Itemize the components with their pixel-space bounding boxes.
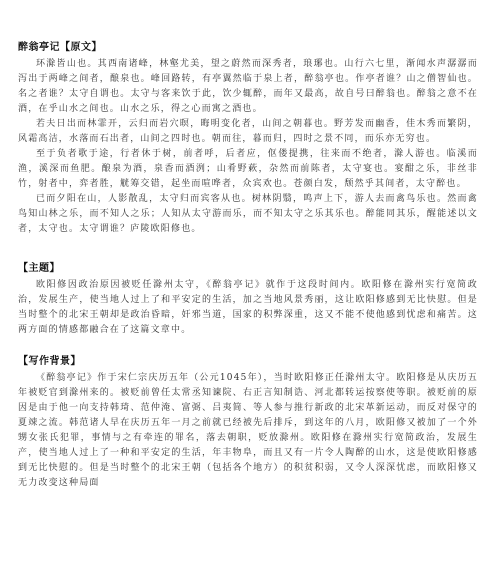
original-text-section xyxy=(18,38,478,237)
theme-section xyxy=(18,259,478,338)
background-section xyxy=(18,352,478,491)
original-paragraph-2: 若夫日出而林霏开，云归而岩穴暝，晦明变化者，山间之朝暮也。野芳发而幽香，佳木秀而繁阴，风霜高洁，水落而石出者，山间之四时也。朝而往，暮而归，四时之景不同，而乐亦无穷也。 xyxy=(18,119,478,144)
original-text-heading: 醉翁亭记【原文】 xyxy=(18,42,102,53)
theme-paragraph: 欧阳修因政治原因被贬任滁州太守，《醉翁亭记》就作于这段时间内。欧阳修在滁州实行宽简政治，发展生产，使当地人过上了和平安定的生活，加之当地风景秀丽，这让欧阳修感到无比快慰。但是当时整个的北宋王朝却是政治昏暗，奸邪当道，国家的积弊深重，这又不能不使他感到忧虑和痛苦。这两方面的情感都融合在了这篇文章中。 xyxy=(18,280,478,335)
background-paragraph: 《醉翁亭记》作于宋仁宗庆历五年（公元1045年），当时欧阳修正任滁州太守。欧阳修是从庆历五年被贬官到滁州来的。被贬前曾任太常丞知谏院、右正言知制诰、河北都转运按察使等职。被贬前的原因是由于他一向支持韩琦、范仲淹、富弼、吕夷简、等人参与推行新政的北宋革新运动，而反对保守的夏竦之流。韩范诸人早在庆历五年一月之前就已经被先后排斥，到这年的八月，欧阳修又被加了一个外甥女张氏犯罪，事情与之有牵连的罪名，落去朝职，贬放滁州。欧阳修在滁州实行宽简政治，发展生产，使当地人过上了一种和平安定的生活，年丰物阜，而且又有一片令人陶醉的山水，这是使欧阳修感到无比快慰的。但是当时整个的北宋王朝（包括各个地方）的积贫积弱，又令人深深忧虑，而欧阳修又无力改变这种局面 xyxy=(18,373,478,488)
theme-heading: 【主题】 xyxy=(18,263,60,274)
original-paragraph-1: 环滁皆山也。其西南诸峰，林壑尤美，望之蔚然而深秀者，琅琊也。山行六七里，渐闻水声潺潺而泻出于两峰之间者，酿泉也。峰回路转，有亭翼然临于泉上者，醉翁亭也。作亭者谁？山之僧智仙也。名之者谁？太守自谓也。太守与客来饮于此，饮少辄醉，而年又最高，故自号曰醉翁也。醉翁之意不在酒，在乎山水之间也。山水之乐，得之心而寓之酒也。 xyxy=(18,59,478,114)
original-paragraph-3: 至于负者歌于途，行者休于树，前者呼，后者应，伛偻提携，往来而不绝者，滁人游也。临溪而渔，溪深而鱼肥。酿泉为酒，泉香而酒洌；山肴野蔌，杂然而前陈者，太守宴也。宴酣之乐，非丝非竹，射者中，弈者胜，觥筹交错，起坐而喧哗者，众宾欢也。苍颜白发，颓然乎其间者，太守醉也。 xyxy=(18,149,478,189)
original-paragraph-4: 已而夕阳在山，人影散乱，太守归而宾客从也。树林阴翳，鸣声上下，游人去而禽鸟乐也。然而禽鸟知山林之乐，而不知人之乐；人知从太守游而乐，而不知太守之乐其乐也。醉能同其乐，醒能述以文者，太守也。太守谓谁？庐陵欧阳修也。 xyxy=(18,194,478,234)
background-heading: 【写作背景】 xyxy=(18,356,81,367)
